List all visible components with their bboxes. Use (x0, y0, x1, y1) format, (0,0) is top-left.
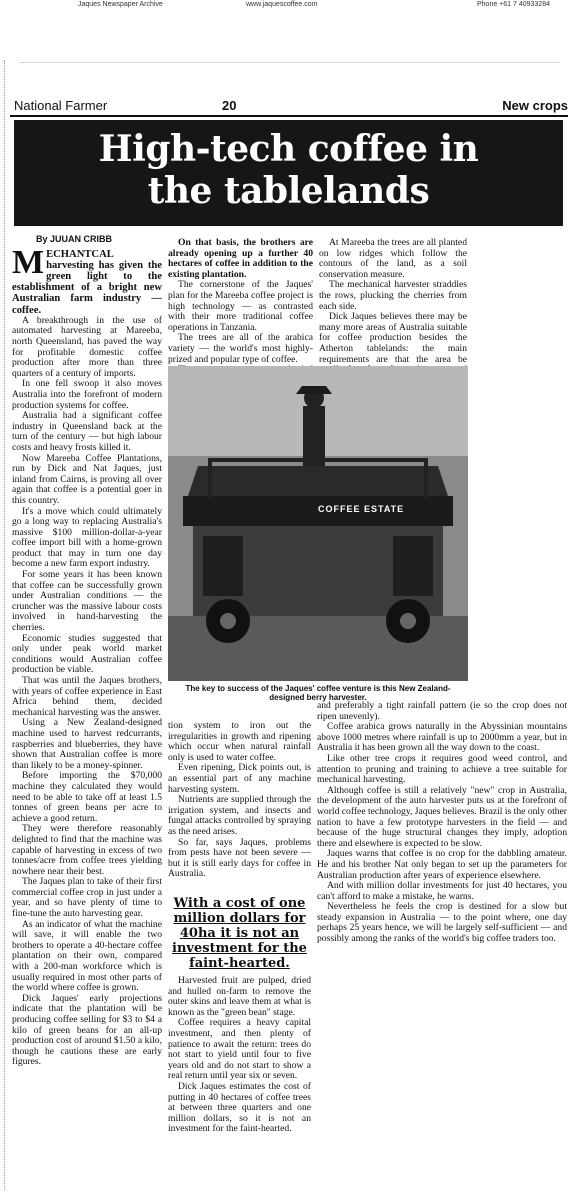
paragraph: And with million dollar investments for just 40 hectares, you can't afford to make a mistake, he warns. (317, 880, 567, 902)
harvester-photo (168, 366, 468, 681)
article-column-3-top (319, 238, 467, 386)
paragraph: Nevertheless he feels the crop is destined for a slow but steady expansion in Australia — to the point where, one day perhaps 25 years hence, we will be largely self-sufficient — and possibly among the ranks of the world's big coffee traders too. (317, 901, 567, 945)
pull-quote (168, 896, 311, 971)
paragraph: The cornerstone of the Jaques' plan for the Mareeba coffee project is high technology — as contrasted with their more traditional coffee operations in Tanzania. (168, 279, 313, 333)
paragraph: Harvested fruit are pulped, dried and hulled on-farm to remove the outer skins and leave them at what is known as the "green bean" stage. (168, 975, 311, 1018)
paragraph: Even ripening, Dick points out, is an essential part of any machine harvesting system. (168, 762, 311, 795)
paragraph: The mechanical harvester straddles the rows, plucking the cherries from each side. (319, 279, 467, 312)
paragraph: In one fell swoop it also moves Australia into the forefront of modern production systems for coffee. (12, 378, 162, 411)
paragraph: Australia had a significant coffee industry in Queensland back at the turn of the century — but high labour costs and heavy frosts killed it. (12, 410, 162, 453)
article-column-2-bottom-continued (168, 976, 311, 1135)
publication-name: National Farmer (14, 98, 108, 113)
lead-paragraph (12, 243, 162, 316)
paragraph: Like other tree crops it requires good weed control, and attention to pruning and training to achieve a tree suitable for mechanical harvesting. (317, 752, 567, 786)
paragraph: and preferably a tight rainfall pattern (ie so the crop does not ripen unevenly). (317, 700, 567, 722)
headline-banner (14, 120, 563, 226)
paragraph: Coffee arabica grows naturally in the Abyssinian mountains above 1000 metres where rainfall is up to 2000mm a year, but in Australia it has been grown all the way down to the coast. (317, 721, 567, 754)
paragraph: So far, says Jaques, problems from pests have not been severe — but it is still early days for coffee in Australia. (168, 836, 311, 880)
clipping-top-edge (20, 62, 560, 64)
photo-caption: The key to success of the Jaques' coffee venture is this New Zealand-designed berry harvester. (185, 684, 451, 702)
page-number: 20 (222, 98, 237, 113)
paragraph: For some years it has been known that coffee can be successfully grown under Australian conditions — the cruncher was the massive labour costs involved in hand-harvesting the cherries. (12, 569, 162, 634)
paragraph: It's a move which could ultimately go a long way to replacing Australia's massive $100 million-dollar-a-year coffee import bill with a home-grown product that may in turn one day become a new farm export industry. (12, 505, 162, 570)
lead-text: ECHANTCAL harvesting has given the green light to the establishment of a bright new Australian farm industry — coffee. (12, 248, 162, 316)
paragraph: Dick Jaques' early projections indicate that the plantation will be producing coffee selling for $3 to $4 a kilo of green beans for an all-up production cost of around $1.50 a kilo, though he cautions these are early figures. (12, 992, 162, 1068)
paragraph: Using a New Zealand-designed machine used to harvest redcurrants, raspberries and blueberries, they have shown that Australian coffee is more than likely to be a money-spinner. (12, 717, 162, 771)
paragraph: Jaques warns that coffee is no crop for the dabbling amateur. He and his brother Nat only began to set up the parameters for Australian production after years of experience elsewhere. (317, 848, 567, 881)
photo-sign: COFFEE ESTATE (318, 504, 405, 514)
page-header (10, 96, 568, 116)
article-column-3-bottom (317, 701, 567, 945)
archive-website[interactable]: www.jaquescoffee.com (246, 1, 318, 8)
archive-name: Jaques Newspaper Archive (78, 1, 163, 8)
paragraph: The Jaques plan to take of their first commercial coffee crop in just under a year, and so have plenty of time to fine-tune the auto harvesting gear. (12, 876, 162, 920)
article-column-1 (12, 234, 162, 1068)
pull-quote-text: With a cost of one million dollars for 40ha it is not an investment for the faint-hearted. (172, 896, 307, 971)
paragraph: Dick Jaques estimates the cost of putting in 40 hectares of coffee trees at between three quarters and one million dollars, so it is not an investment for the faint-hearted. (168, 1080, 311, 1135)
paragraph: Now Mareeba Coffee Plantations, run by Dick and Nat Jaques, just inland from Cairns, is proving all over again that coffee is a potential goer in this country. (12, 452, 162, 506)
paragraph: A breakthrough in the use of automated harvesting at Mareeba, north Queensland, has paved the way for profitable domestic coffee production after more than three quarters of a century of imports. (12, 314, 162, 379)
paragraph: As an indicator of what the machine will save, it will enable the two brothers to operate a 40-hectare coffee plantation on their own, compared with a 200-man workforce which is usually required in most other parts of the world where coffee is grown. (12, 918, 162, 994)
paragraph: Economic studies suggested that only under peak world market conditions would Australian coffee production be viable. (12, 632, 162, 676)
paragraph: Although coffee is still a relatively "new" crop in Australia, the development of the auto harvester puts us at the forefront of world coffee technology, Jaques believes. Brazil is the only other nation to have a few prototype harvesters in the field — and because of the huge structural changes they imply, adoption there and elsewhere is expected to be slow. (317, 784, 567, 849)
paragraph: Nutrients are supplied through the irrigation system, and insects and fungal attacks controlled by spraying as the need arises. (168, 794, 311, 837)
paragraph: The trees are all of the arabica variety — the world's most highly-prized and popular type of coffee. (168, 332, 313, 365)
harvester-illustration (168, 366, 468, 681)
byline: By JUUAN CRIBB (36, 234, 113, 244)
archive-phone: Phone +61 7 40933284 (477, 1, 550, 8)
paragraph: They were therefore reasonably delighted to find that the machine was capable of harvesting in excess of two tonnes/acre from coffee trees yielding nowhere near their best. (12, 823, 162, 877)
paragraph: That was until the Jaques brothers, with years of coffee experience in East Africa behind them, decided mechanical harvesting was the answer. (12, 675, 162, 718)
header-rule (10, 115, 568, 117)
article-column-2-top (168, 238, 313, 386)
section-name: New crops (502, 98, 568, 113)
paragraph: On that basis, the brothers are already opening up a further 40 hectares of coffee in addition to the existing plantation. (168, 237, 313, 280)
paragraph: At Mareeba the trees are all planted on low ridges which follow the contours of the land, as a soil conservation measure. (319, 237, 467, 280)
drop-cap: M (12, 243, 45, 281)
paragraph: Dick Jaques believes there may be many more areas of Australia suitable for coffee production besides the Atherton tablelands: the main requirements are that the area be (319, 311, 467, 365)
archive-bar (0, 0, 577, 12)
paragraph: Before importing the $70,000 machine they calculated they would need to be able to take off at least 1.5 tonnes of green beans per acre to achieve a good return. (12, 770, 162, 824)
paragraph: tion system to iron out the irregularities in growth and ripening which occur when natural rainfall only is used to water coffee. (168, 720, 311, 763)
paragraph: Coffee requires a heavy capital investment, and then plenty of patience to await the return: trees do not start to yield until four to five years old and do not start to show a real return until year six or seven. (168, 1017, 311, 1082)
clipping-left-edge (4, 60, 6, 1190)
newspaper-page (10, 96, 568, 1196)
headline-line-2: the tablelands (147, 170, 430, 212)
headline-line-1: High-tech coffee in (98, 128, 479, 170)
article-column-2-bottom (168, 721, 311, 880)
